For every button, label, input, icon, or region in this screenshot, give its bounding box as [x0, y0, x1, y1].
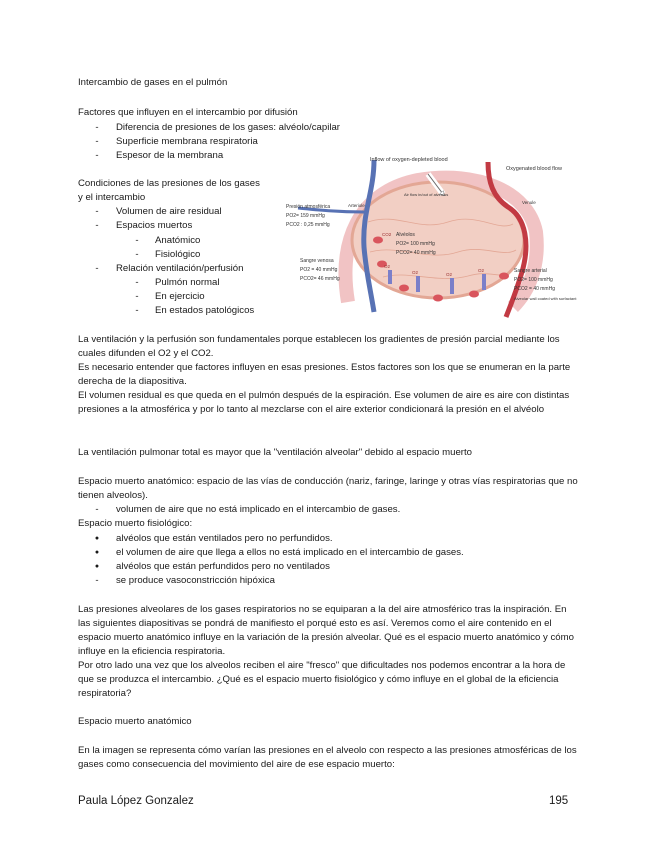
list-item: Volumen de aire residual — [116, 206, 222, 217]
list-item: Espacios muertos — [116, 220, 193, 231]
list-item: volumen de aire que no está implicado en el intercambio de gases. — [116, 504, 401, 515]
footer-page-number: 195 — [549, 795, 569, 807]
list-item: Fisiológico — [155, 249, 201, 260]
list-dash: - — [135, 235, 139, 246]
paragraph-physiologic-question: Por otro lado una vez que los alveolos reciben el aire "fresco" que dificultades nos podemos encontrar a la hora de que se produzca el intercambio. ¿Qué es el espacio muerto fisiológico y cómo influye en el global de la eficiencia respiratoria? — [78, 660, 566, 699]
list-dash: - — [95, 575, 99, 586]
alveolus-diagram — [278, 152, 577, 322]
o2-label: O2 — [478, 268, 485, 273]
list-dash: - — [135, 277, 139, 288]
o2-label: O2 — [446, 272, 453, 277]
ven-title: Sangre venosa — [300, 258, 334, 264]
alv-po2: PO2= 100 mmHg — [396, 241, 435, 247]
ven-po2: PO2 = 40 mmHg — [300, 267, 338, 273]
art-po2: PO2= 100 mmHg — [514, 277, 553, 283]
list-dash: - — [95, 220, 99, 231]
paragraph-alveolar-pressures: Las presiones alveolares de los gases respiratorios no se equiparan a la del aire atmosférico tras la inspiración. En las siguientes diapositivas se pondrá de manifiesto el porqué esto es así. Veremos como el aire contenido en el espacio muerto anatómico influye en la variación de la presión alveolar. Qué es el espacio muerto anatómico y cómo influye en la eficiencia respiratoria. — [78, 604, 574, 657]
oxygenated-label: Oxygenated blood flow — [506, 166, 562, 172]
list-item: el volumen de aire que llega a ellos no está implicado en el intercambio de gases. — [116, 547, 464, 558]
arteriole-label: Arteriole — [348, 203, 365, 208]
blood-cell — [499, 273, 509, 280]
art-title: Sangre arterial — [514, 268, 547, 274]
blood-cell — [469, 291, 479, 298]
air-flow-label: Air flow in/out of alveolus — [404, 192, 449, 197]
page-title: Intercambio de gases en el pulmón — [78, 77, 228, 88]
list-item: En ejercicio — [155, 291, 205, 302]
o2-label: O2 — [412, 270, 419, 275]
list-item: Superficie membrana respiratoria — [116, 136, 258, 147]
list-dash: - — [135, 291, 139, 302]
list-bullet: ● — [94, 549, 100, 556]
blood-cell — [373, 237, 383, 244]
list-item: Pulmón normal — [155, 277, 220, 288]
list-item: Relación ventilación/perfusión — [116, 263, 244, 274]
list-bullet: ● — [94, 563, 100, 570]
list-dash: - — [95, 263, 99, 274]
alv-title: Alvéolos — [396, 232, 415, 238]
list-dash: - — [135, 249, 139, 260]
section-subheading: Espacio muerto anatómico — [78, 716, 192, 727]
list-dash: - — [95, 136, 99, 147]
footer-author: Paula López Gonzalez — [78, 795, 194, 807]
paragraph-total-ventilation: La ventilación pulmonar total es mayor que la "ventilación alveolar" debido al espacio muerto — [78, 447, 472, 458]
inflow-label: Inflow of oxygen-depleted blood — [370, 157, 448, 163]
list-item: Espesor de la membrana — [116, 150, 224, 161]
o2-label: O2 — [384, 264, 391, 269]
paragraph-anatomic-dead-space: Espacio muerto anatómico: espacio de las vías de conducción (nariz, faringe, laringe y otras vías respiratorias que no tienen alveolos). — [78, 476, 578, 501]
wall-label: Alveolar wall coated with surfactant — [514, 296, 577, 301]
conditions-heading: Condiciones de las presiones de los gases — [78, 178, 260, 189]
atm-title: Presión atmosférica — [286, 204, 331, 210]
list-dash: - — [95, 504, 99, 515]
conditions-heading-line2: y el intercambio — [78, 192, 146, 203]
list-item: En estados patológicos — [155, 305, 255, 316]
blood-cell — [399, 285, 409, 292]
alveolus-figure — [278, 152, 577, 322]
paragraph-factors: Es necesario entender que factores influyen en esas presiones. Estos factores son los que se enumeran en la parte derecha de la diapositiva. — [78, 362, 571, 387]
physiologic-dead-space-heading: Espacio muerto fisiológico: — [78, 518, 193, 529]
list-item: se produce vasoconstricción hipóxica — [116, 575, 275, 586]
list-item: alvéolos que están ventilados pero no perfundidos. — [116, 533, 333, 544]
paragraph-ventilation-perfusion: La ventilación y la perfusión son fundamentales porque establecen los gradientes de presión parcial mediante los cuales difunden el O2 y el CO2. — [78, 334, 560, 359]
blood-cell — [433, 295, 443, 302]
alv-pco2: PCO2= 40 mmHg — [396, 250, 436, 256]
paragraph-image-description: En la imagen se representa cómo varían las presiones en el alveolo con respecto a las presiones atmosféricas de los gases como consecuencia del movimiento del aire de ese espacio muerto: — [78, 745, 577, 770]
list-dash: - — [95, 150, 99, 161]
list-bullet: ● — [94, 535, 100, 542]
paragraph-residual-volume: El volumen residual es que queda en el pulmón después de la espiración. Ese volumen de aire es aire con distintas presiones a la atmosférica y por lo tanto al mezclarse con el aire exterior condicionará la presión en el alvéolo — [78, 390, 570, 415]
list-dash: - — [95, 206, 99, 217]
list-dash: - — [95, 122, 99, 133]
atm-pco2: PCO2 : 0,25 mmHg — [286, 222, 330, 228]
list-item: Anatómico — [155, 235, 201, 246]
art-pco2: PCO2 = 40 mmHg — [514, 286, 555, 292]
ven-pco2: PCO2= 46 mmHg — [300, 276, 340, 282]
list-item: Diferencia de presiones de los gases: alvéolo/capilar — [116, 122, 340, 133]
list-item: alvéolos que están perfundidos pero no ventilados — [116, 561, 330, 572]
atm-po2: PO2= 159 mmHg — [286, 213, 325, 219]
co2-label: CO2 — [382, 232, 392, 237]
venule-label: Venule — [522, 200, 536, 205]
factors-heading: Factores que influyen en el intercambio por difusión — [78, 107, 298, 118]
list-dash: - — [135, 305, 139, 316]
